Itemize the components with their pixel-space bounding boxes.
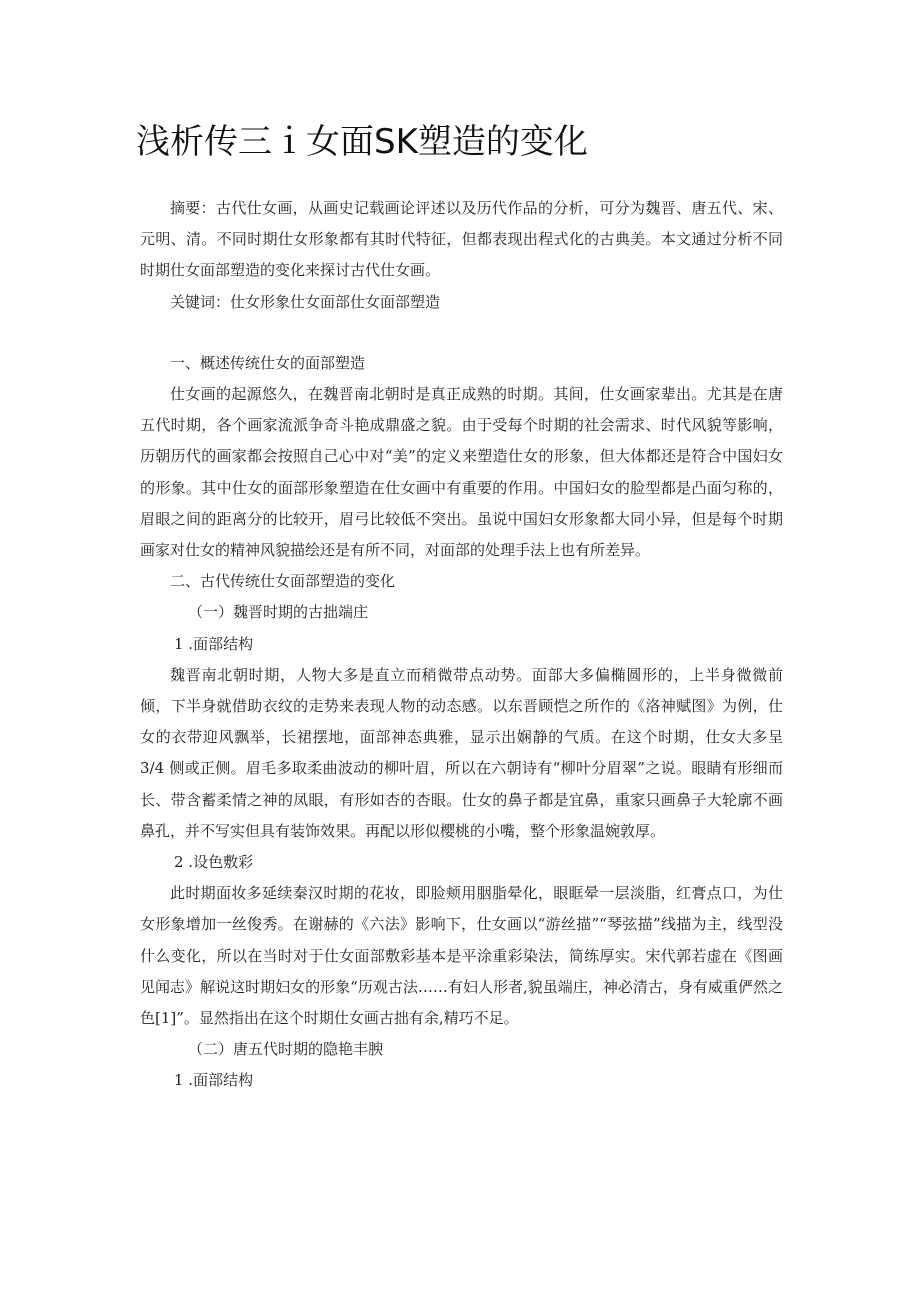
section-1-paragraph: 仕女画的起源悠久，在魏晋南北朝时是真正成熟的时期。其间，仕女画家辈出。尤其是在唐五代时期，各个画家流派争奇斗艳成鼎盛之貌。由于受每个时期的社会需求、时代风貌等影响，历朝历代的画家都会按照自己心中对“美”的定义来塑造仕女的形象，但大体都还是符合中国妇女的形象。其中仕女的面部形象塑造在仕女画中有重要的作用。中国妇女的脸型都是凸面匀称的，眉眼之间的距离分的比较开，眉弓比较低不突出。虽说中国妇女形象都大同小异，但是每个时期画家对仕女的精神风貌描绘还是有所不同，对面部的处理手法上也有所差异。 <box>140 385 783 560</box>
section-1-heading: 一、概述传统仕女的面部塑造 <box>170 353 366 372</box>
subsection-1-item-1-paragraph: 魏晋南北朝时期，人物大多是直立而稍微带点动势。面部大多偏椭圆形的，上半身微微前倾，下半身就借助衣纹的走势来表现人物的动态感。以东晋顾恺之所作的《洛神赋图》为例，仕女的衣带迎风飘举，长裙摆地，面部神态典雅，显示出娴静的气质。在这个时期，仕女大多呈 3/4 侧或正侧。眉毛多取柔曲波动的柳叶眉，所以在六朝诗有“柳叶分眉翠”之说。眼睛有形细而长、带含蓄柔情之神的凤眼，有形如杏的杏眼。仕女的鼻子都是宜鼻，重家只画鼻子大轮廓不画鼻孔，并不写实但具有装饰效果。再配以形似樱桃的小嘴，整个形象温婉敦厚。 <box>140 665 783 840</box>
abstract-paragraph: 摘要：古代仕女画，从画史记载画论评述以及历代作品的分析，可分为魏晋、唐五代、宋、元明、清。不同时期仕女形象都有其时代特征，但都表现出程式化的古典美。本文通过分析不同时期仕女面部塑造的变化来探讨古代仕女画。 <box>140 199 783 280</box>
subsection-1-heading: （一）魏晋时期的古拙端庄 <box>188 603 369 622</box>
subsection-1-item-1-heading: 1 .面部结构 <box>174 634 254 653</box>
subsection-2-item-1-heading: 1 .面部结构 <box>174 1071 254 1090</box>
subsection-2-heading: （二）唐五代时期的隐艳丰腴 <box>188 1040 384 1059</box>
section-2-heading: 二、古代传统仕女面部塑造的变化 <box>170 572 396 591</box>
article-body <box>140 193 783 1097</box>
section-spacer <box>140 318 783 348</box>
subsection-1-item-2-paragraph: 此时期面妆多延续秦汉时期的花妆，即脸颊用胭脂晕化，眼眶晕一层淡脂，红膏点口，为仕女形象增加一丝俊秀。在谢赫的《六法》影响下，仕女画以“游丝描”“琴弦描”线描为主，线型没什么变化，所以在当时对于仕女面部敷彩基本是平涂重彩染法，简练厚实。宋代郭若虚在《图画见闻志》解说这时期妇女的形象“历观古法……有妇人形者,貌虽端庄，神必清古，身有威重俨然之色[1]”。显然指出在这个时期仕女画古拙有余,精巧不足。 <box>140 884 783 1028</box>
keywords-line: 关键词：仕女形象仕女面部仕女面部塑造 <box>170 292 441 311</box>
subsection-1-item-2-heading: 2 .设色敷彩 <box>174 853 254 872</box>
page-title: 浅析传三ｉ女面SK塑造的变化 <box>136 122 588 162</box>
